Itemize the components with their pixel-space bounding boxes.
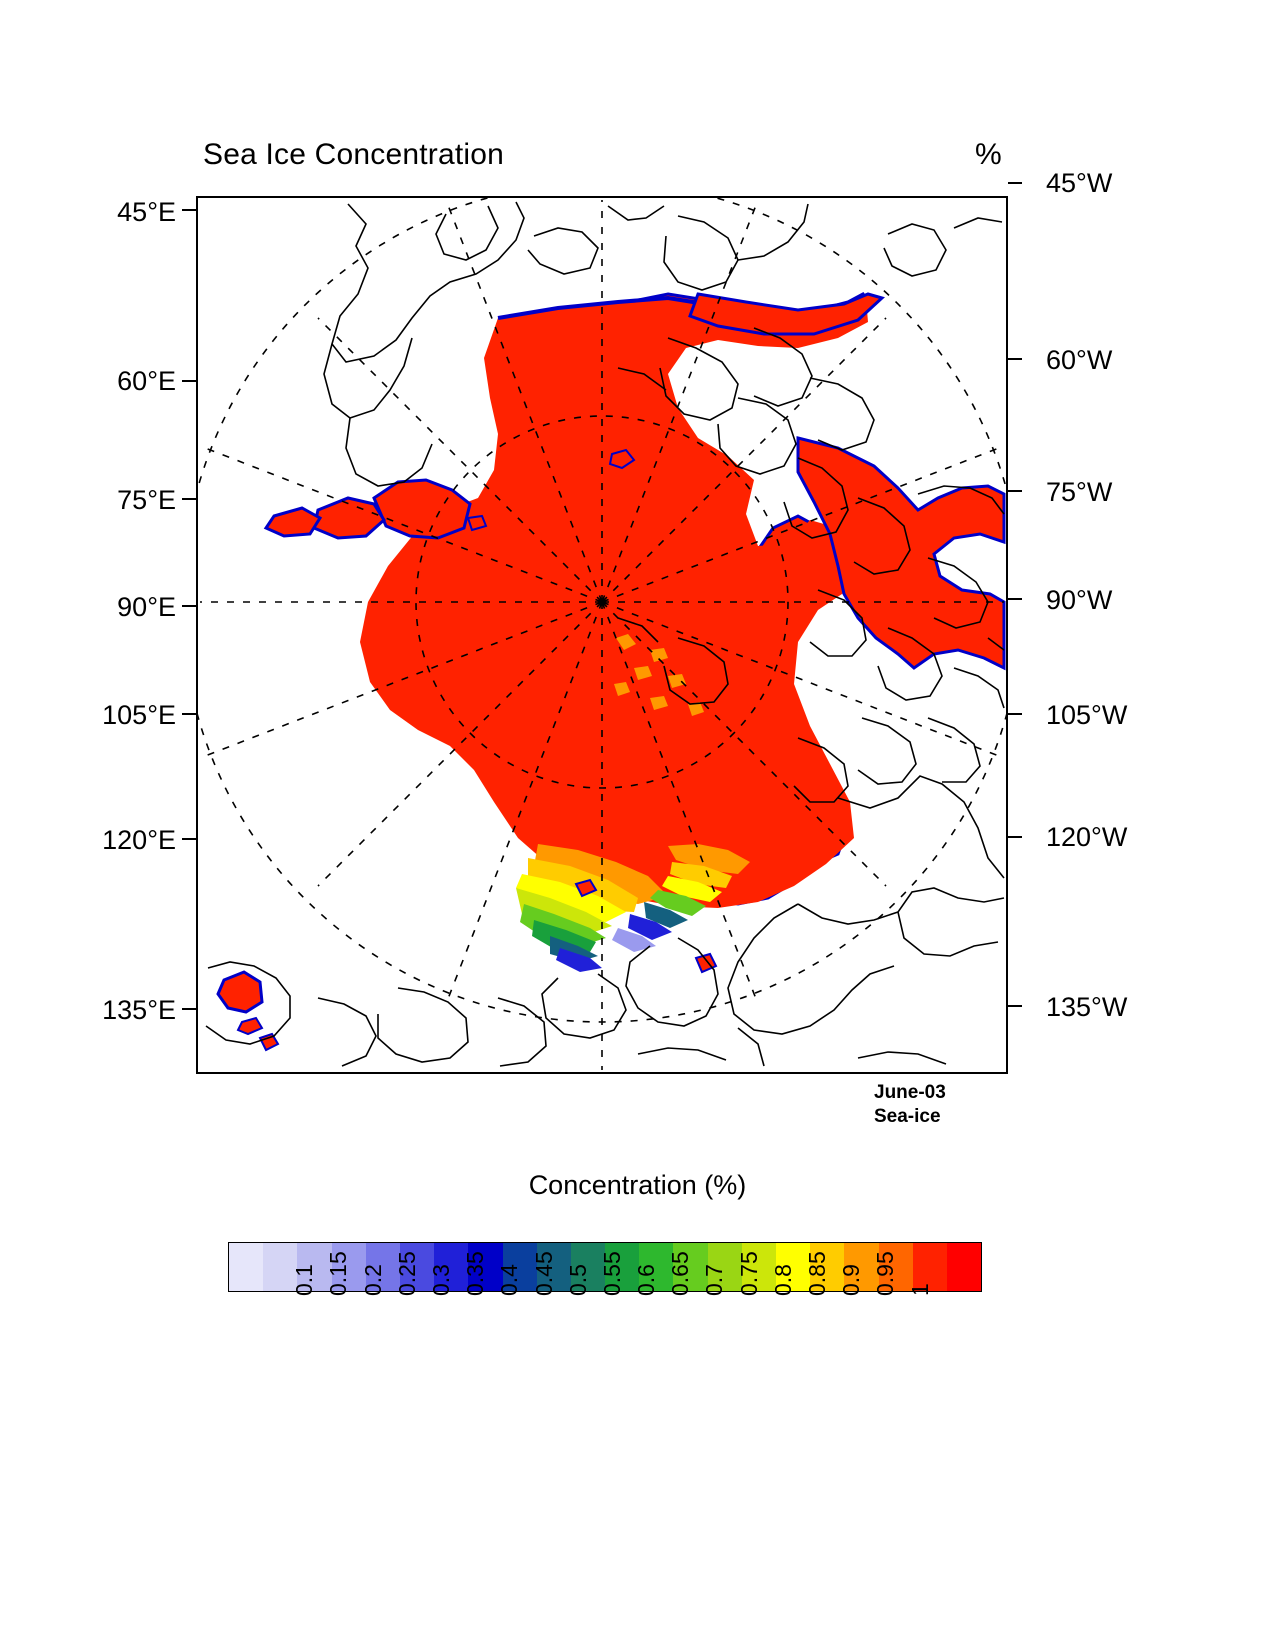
tick-left-2 — [182, 498, 196, 500]
axis-label-left-0: 45°E — [117, 197, 176, 227]
tick-left-5 — [182, 838, 196, 840]
colorbar-tick-0.95: 0.95 — [872, 1251, 899, 1296]
colorbar-tick-0.55: 0.55 — [598, 1251, 625, 1296]
tick-right-0 — [1008, 182, 1022, 184]
unit-label: % — [975, 138, 1002, 171]
colorbar-tick-0.45: 0.45 — [530, 1251, 557, 1296]
tick-right-4 — [1008, 713, 1022, 715]
tick-left-4 — [182, 713, 196, 715]
colorbar-tick-0.9: 0.9 — [838, 1264, 865, 1296]
colorbar-tick-0.25: 0.25 — [393, 1251, 420, 1296]
axis-label-left-4: 105°E — [102, 700, 176, 730]
axis-label-right-2: 75°W — [1046, 477, 1113, 507]
axis-label-right-4: 105°W — [1046, 700, 1128, 730]
colorbar-tick-0.4: 0.4 — [496, 1264, 523, 1296]
colorbar-tick-0.85: 0.85 — [803, 1251, 830, 1296]
colorbar-tick-1: 1 — [906, 1283, 933, 1296]
tick-right-6 — [1008, 1005, 1022, 1007]
tick-left-3 — [182, 605, 196, 607]
colorbar-tick-0.15: 0.15 — [325, 1251, 352, 1296]
tick-right-5 — [1008, 836, 1022, 838]
axis-label-left-1: 60°E — [117, 366, 176, 396]
axis-label-right-0: 45°W — [1046, 168, 1113, 198]
colorbar-tick-0.35: 0.35 — [462, 1251, 489, 1296]
colorbar-swatch-21 — [947, 1243, 981, 1291]
colorbar-tick-0.7: 0.7 — [701, 1264, 728, 1296]
tick-right-3 — [1008, 598, 1022, 600]
tick-right-1 — [1008, 358, 1022, 360]
colorbar-tick-0.75: 0.75 — [735, 1251, 762, 1296]
tick-right-2 — [1008, 490, 1022, 492]
colorbar-tick-0.65: 0.65 — [667, 1251, 694, 1296]
tick-left-6 — [182, 1008, 196, 1010]
colorbar-tick-labels — [228, 1251, 982, 1386]
page-title: Sea Ice Concentration — [203, 138, 505, 171]
colorbar-tick-0.2: 0.2 — [359, 1264, 386, 1296]
map-plot-area — [196, 196, 1008, 1074]
axis-label-left-2: 75°E — [117, 485, 176, 515]
date-stamp-line-1: June-03 — [874, 1082, 946, 1103]
axis-label-left-3: 90°E — [117, 592, 176, 622]
colorbar-tick-0.6: 0.6 — [633, 1264, 660, 1296]
date-stamp-line-2: Sea-ice — [874, 1105, 941, 1127]
axis-label-right-3: 90°W — [1046, 585, 1113, 615]
axis-label-right-1: 60°W — [1046, 345, 1113, 375]
colorbar-tick-0.1: 0.1 — [291, 1264, 318, 1296]
colorbar-title: Concentration (%) — [528, 1170, 747, 1200]
colorbar-tick-0.5: 0.5 — [564, 1264, 591, 1296]
tick-left-1 — [182, 380, 196, 382]
axis-label-right-6: 135°W — [1046, 992, 1128, 1022]
date-stamp — [874, 1081, 946, 1129]
colorbar-tick-0.3: 0.3 — [427, 1264, 454, 1296]
axis-label-left-6: 135°E — [102, 995, 176, 1025]
tick-left-0 — [182, 209, 196, 211]
axis-label-right-5: 120°W — [1046, 822, 1128, 852]
colorbar-swatch-0 — [229, 1243, 263, 1291]
colorbar-tick-0.8: 0.8 — [769, 1264, 796, 1296]
axis-label-left-5: 120°E — [102, 825, 176, 855]
